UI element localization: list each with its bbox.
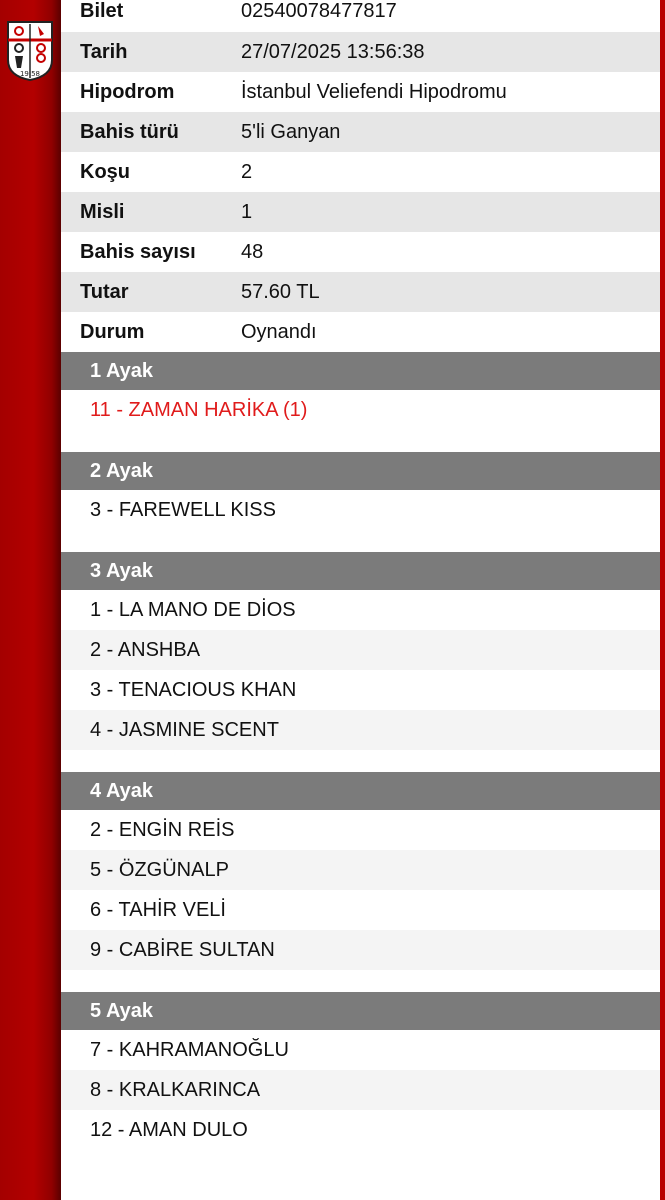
info-value: 2 bbox=[241, 160, 253, 183]
leg-header: 4 Ayak bbox=[61, 772, 660, 810]
info-row bbox=[61, 232, 660, 272]
info-value: 27/07/2025 13:56:38 bbox=[241, 40, 425, 63]
info-row bbox=[61, 112, 660, 152]
horse-item: 11 - ZAMAN HARİKA (1) bbox=[90, 398, 308, 421]
legs-list bbox=[61, 352, 660, 1150]
horse-item: 9 - CABİRE SULTAN bbox=[61, 930, 660, 970]
info-row bbox=[61, 0, 660, 32]
horse-item: 5 - ÖZGÜNALP bbox=[61, 850, 660, 890]
info-label: Tutar bbox=[80, 280, 129, 303]
leg-section bbox=[61, 452, 660, 552]
info-value: 48 bbox=[241, 240, 264, 263]
info-value: İstanbul Veliefendi Hipodromu bbox=[241, 80, 507, 103]
leg-header: 3 Ayak bbox=[61, 552, 660, 590]
leg-spacer bbox=[61, 530, 660, 552]
info-value: 57.60 TL bbox=[241, 280, 320, 303]
leg-section bbox=[61, 352, 660, 452]
horse-item: 2 - ANSHBA bbox=[61, 630, 660, 670]
horse-item: 4 - JASMINE SCENT bbox=[61, 710, 660, 750]
logo-year: 19 58 bbox=[19, 70, 41, 78]
info-value: Oynandı bbox=[241, 320, 317, 343]
info-value: 1 bbox=[241, 200, 253, 223]
horse-item: 12 - AMAN DULO bbox=[90, 1118, 248, 1141]
info-label: Misli bbox=[80, 200, 125, 223]
info-label: Tarih bbox=[80, 40, 128, 63]
leg-spacer bbox=[61, 430, 660, 452]
horse-item: 2 - ENGİN REİS bbox=[90, 818, 235, 841]
info-value: 5'li Ganyan bbox=[241, 120, 341, 143]
horse-item: 3 - FAREWELL KISS bbox=[90, 498, 276, 521]
leg-section bbox=[61, 992, 660, 1150]
left-brand-band bbox=[0, 0, 61, 1200]
info-label: Bilet bbox=[80, 0, 124, 22]
leg-section bbox=[61, 772, 660, 992]
info-label: Koşu bbox=[80, 160, 130, 183]
info-row bbox=[61, 192, 660, 232]
horse-item: 7 - KAHRAMANOĞLU bbox=[90, 1038, 289, 1061]
horse-item: 1 - LA MANO DE DİOS bbox=[90, 598, 296, 621]
right-brand-band bbox=[660, 0, 665, 1200]
horse-item: 8 - KRALKARINCA bbox=[61, 1070, 660, 1110]
leg-spacer bbox=[61, 750, 660, 772]
info-label: Hipodrom bbox=[80, 80, 175, 103]
ticket-detail-panel bbox=[61, 0, 660, 1200]
leg-header: 1 Ayak bbox=[61, 352, 660, 390]
info-row bbox=[61, 72, 660, 112]
ticket-info-table bbox=[61, 0, 660, 352]
leg-header: 2 Ayak bbox=[61, 452, 660, 490]
horse-item: 3 - TENACIOUS KHAN bbox=[90, 678, 297, 701]
info-row bbox=[61, 152, 660, 192]
info-row bbox=[61, 312, 660, 352]
club-shield-logo-icon bbox=[6, 20, 54, 82]
info-label: Durum bbox=[80, 320, 145, 343]
info-row bbox=[61, 272, 660, 312]
leg-section bbox=[61, 552, 660, 772]
info-label: Bahis sayısı bbox=[80, 240, 196, 263]
info-row bbox=[61, 32, 660, 72]
leg-spacer bbox=[61, 970, 660, 992]
info-value: 02540078477817 bbox=[241, 0, 397, 22]
horse-item: 6 - TAHİR VELİ bbox=[90, 898, 226, 921]
leg-header: 5 Ayak bbox=[61, 992, 660, 1030]
info-label: Bahis türü bbox=[80, 120, 179, 143]
